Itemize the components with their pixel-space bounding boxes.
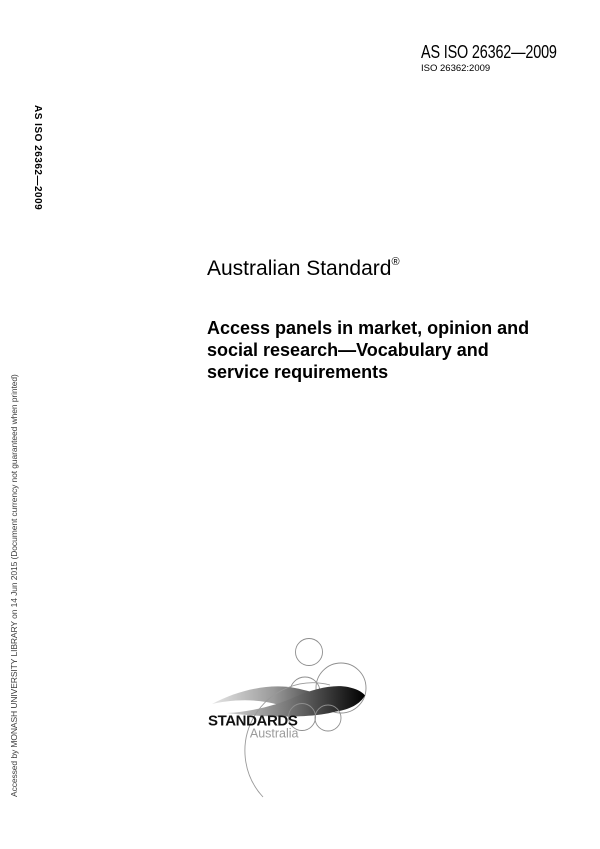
registered-trademark-symbol: ® bbox=[391, 256, 400, 268]
brand-name: Australian Standard bbox=[207, 257, 392, 280]
spine-designation: AS ISO 26362—2009 bbox=[32, 105, 43, 211]
doc-title-line: service requirements bbox=[207, 362, 389, 382]
access-note: Accessed by MONASH UNIVERSITY LIBRARY on 14 Jun 2015 (Document currency not guaranteed when printed) bbox=[9, 374, 19, 797]
logo-region-text: Australia bbox=[249, 726, 299, 741]
doc-title bbox=[207, 317, 552, 383]
logo-circle-icon bbox=[296, 639, 323, 666]
designation-primary: AS ISO 26362—2009 bbox=[421, 42, 557, 62]
designation-block bbox=[421, 43, 571, 74]
doc-title-line: Access panels in market, opinion and bbox=[207, 318, 530, 338]
doc-title-line: social research—Vocabulary and bbox=[207, 340, 489, 360]
standards-australia-logo bbox=[190, 600, 420, 810]
designation-secondary: ISO 26362:2009 bbox=[421, 63, 491, 74]
logo-org-text: STANDARDS bbox=[208, 712, 298, 730]
brand-heading bbox=[207, 252, 400, 281]
